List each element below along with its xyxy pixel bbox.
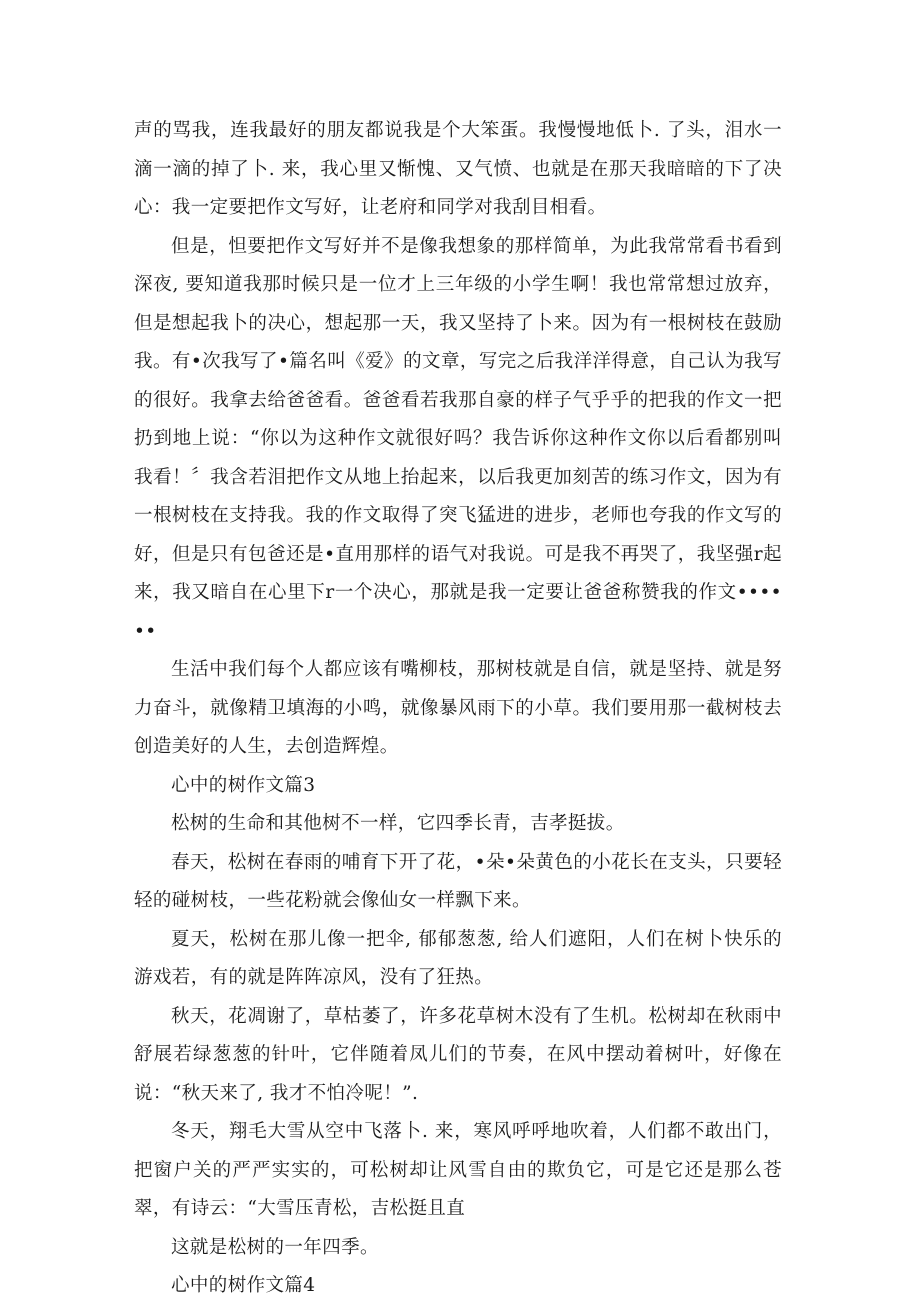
paragraph: 冬天，翔毛大雪从空中飞落卜. 来，寒风呼呼地吹着，人们都不敢出门，把窗户关的严严实实的，可松树却让风雪自由的欺负它，可是它还是那么苍翠，有诗云：“大雪压青松，吉松挺且直 (134, 1121, 782, 1219)
paragraph: 声的骂我，连我最好的朋友都说我是个大笨蛋。我慢慢地低卜. 了头，泪水一滴一滴的掉了卜. 来，我心里又惭愧、又气愤、也就是在那天我暗暗的下了决心：我一定要把作文写好，让老府和同学对我刮目相看。 (134, 120, 782, 218)
paragraph: 生活中我们每个人都应该有嘴柳枝，那树枝就是自信，就是坚持、就是努力奋斗，就像精卫填海的小鸣，就像暴风雨下的小草。我们要用那一截树枝去创造美好的人生，去创造辉煌。 (134, 659, 782, 757)
document-body (134, 112, 782, 1306)
paragraph: 这就是松树的一年四季。 (171, 1236, 379, 1258)
section-heading: 心中的树作文篇4 (171, 1275, 316, 1296)
paragraph: 秋天，花凋谢了，草枯萎了，许多花草树木没有了生机。松树却在秋雨中舒展若绿葱葱的针叶，它伴随着凤儿们的节奏，在风中摆动着树叶，好像在说：“秋天来了, 我才不怕冷呢！”. (134, 1005, 782, 1104)
paragraph: 但是，怛要把作文写好并不是像我想象的那样简单，为此我常常看书看到深夜, 要知道我那时候只是一位才上三年级的小学生啊！我也常常想过放弃，但是想起我卜的决心，想起那一天，我又坚持了卜来。因为有一根树枝在鼓励我。有•次我写了•篇名叫《爱》的文章，写完之后我洋洋得意，自己认为我写的很好。我拿去给爸爸看。爸爸看若我那自豪的样子气乎乎的把我的作文一把扔到地上说：“你以为这种作文就很好吗？我告诉你这种作文你以后看都别叫我看！〞我含若泪把作文从地上抬起来，以后我更加刻苦的练习作文，因为有一根树枝在支持我。我的作文取得了突飞猛进的进步，老师也夸我的作文写的好，但是只有包爸还是•直用那样的语气对我说。可是我不再哭了，我坚强r起来，我又暗自在心里下r一个决心，那就是我一定要让爸爸称赞我的作文•••••• (134, 235, 782, 642)
paragraph: 松树的生命和其他树不一样，它四季长青，吉孝挺拔。 (171, 813, 625, 834)
paragraph: 夏天，松树在那儿像一把伞, 郁郁葱葱, 给人们遮阳，人们在树卜快乐的游戏若，有的就是阵阵凉风，没有了狂热。 (134, 928, 782, 988)
section-heading: 心中的树作文篇3 (171, 774, 316, 796)
paragraph: 春天，松树在春雨的哺育下开了花，•朵•朵黄色的小花长在支头，只要轻轻的碰树枝，一些花粉就会像仙女一样飘下来。 (134, 851, 782, 911)
